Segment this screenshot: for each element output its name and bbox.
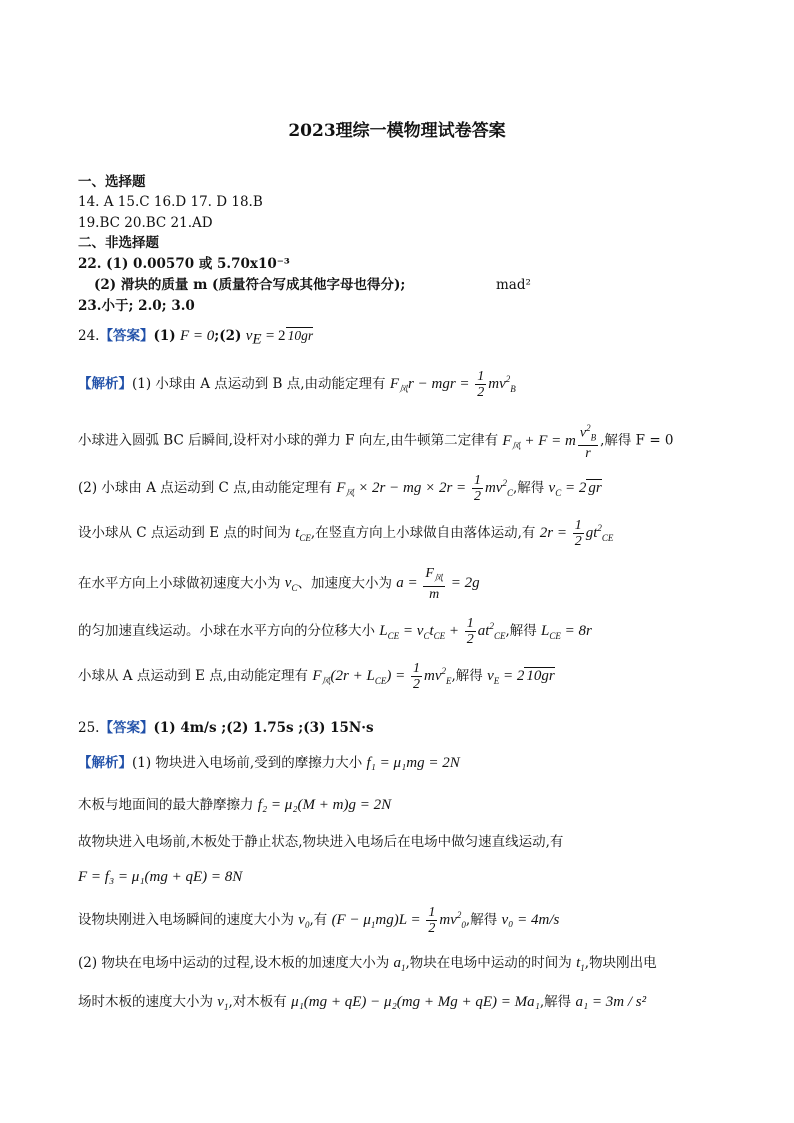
q24-p1-text: (1) 小球由 A 点运动到 B 点,由动能定理有 (132, 376, 386, 392)
q24-p5-text: 在水平方向上小球做初速度大小为 (78, 575, 281, 592)
q24-analysis-p3 (78, 473, 602, 504)
section-heading-nonchoice: 二、非选择题 (78, 235, 159, 251)
q24-answer-tag: 【答案】 (99, 328, 154, 344)
q25-analysis-p2 (78, 795, 391, 815)
q25-answer-tag: 【答案】 (99, 720, 154, 736)
q25-p7-result: a₁ = 3m / s² (575, 994, 647, 1010)
q25-p2-text: 木板与地面间的最大静摩擦力 (78, 797, 254, 813)
q25-analysis-p5 (78, 905, 559, 936)
page-title: 2023理综一模物理试卷答案 (288, 121, 506, 141)
q24-p4-equation: 2r = $\frac{1}{2}$ $gt^2_{CE}$ (539, 518, 614, 550)
q24-p2-text: 小球进入圆弧 BC 后瞬间,设杆对小球的弹力 F 向左,由牛顿第二定律有 (78, 432, 499, 449)
q25-answer-line (78, 718, 374, 738)
q25-p4-equation: F = f₃ = μ₁(mg + qE) = 8N (78, 869, 243, 885)
q24-answer-2-root: 10gr (287, 328, 314, 343)
q25-p5-equation: $(F - \mu_1mg)L$ = $\frac{1}{2}$ $mv^2_0$ (331, 905, 466, 937)
q25-p5-end: ,解得 (465, 912, 498, 928)
q24-p4-mid: ,在竖直方向上小球做自由落体运动,有 (310, 525, 536, 541)
q25-p7-equation: μ₁(mg + qE) − μ₂(mg + Mg + qE) = Ma₁ (291, 994, 540, 1010)
q24-p6-text: 的匀加速直线运动。小球在水平方向的分位移大小 (78, 623, 375, 639)
q25-p7-end: ,解得 (539, 994, 572, 1010)
q25-p6-a1: $a_1$ (393, 955, 406, 973)
q24-p6-equation: $L_{CE} = v_Ct_{CE}$ + $\frac{1}{2}$ $at^2_{CE}$ (379, 616, 506, 648)
q24-answer-2-label: ;(2) (214, 328, 242, 344)
q24-p3-result: $v_C = 2$ gr (548, 480, 602, 498)
q25-p5-v0: $v_0$ (298, 912, 310, 930)
q24-answer-1-value: F = 0 (179, 328, 215, 344)
q25-p7-mid: ,对木板有 (228, 994, 287, 1010)
q25-p1-text: (1) 物块进入电场前,受到的摩擦力大小 (132, 755, 363, 771)
q25-answer-values: (1) 4m/s ;(2) 1.75s ;(3) 15N·s (153, 720, 374, 736)
q25-p6-end: ,物块刚出电 (584, 955, 657, 971)
q24-p7-end: ,解得 (451, 668, 483, 684)
q25-analysis-p6 (78, 953, 657, 978)
q24-p2-equation: $F_风 + F = m$ $\frac{v^2_B}{r}$ (502, 423, 597, 462)
q24-answer-line (78, 326, 313, 350)
q24-p7-equation: $F_风(2r + L_{CE})$ = $\frac{1}{2}$ $mv^2_E$ (312, 661, 452, 693)
q25-number: 25. (78, 720, 100, 736)
q24-analysis-p5 (78, 566, 480, 602)
q25-analysis-p1 (78, 753, 460, 773)
q25-p7-text: 场时木板的速度大小为 (78, 994, 213, 1010)
q24-analysis-p4 (78, 518, 613, 549)
q24-p5-equation: a = $\frac{F_风}{m}$ = 2g (396, 566, 480, 602)
q25-p6-mid: ,物块在电场中运动的时间为 (405, 955, 572, 971)
q24-p3-equation: $F_风 \times 2r$ − mg × 2r = $\frac{1}{2}$ $mv^2_C$ (336, 473, 513, 505)
q24-p6-result: $L_{CE} = 8r$ (541, 623, 592, 641)
q24-answer-2-sub: E (252, 331, 262, 348)
q22-part2-expression: mad² (496, 277, 531, 293)
q24-p3-end: ,解得 (512, 480, 545, 496)
answers-row-1: 14. A 15.C 16.D 17. D 18.B (78, 194, 263, 210)
q24-answer-1-label: (1) (153, 328, 176, 344)
q24-analysis-p2 (78, 421, 674, 461)
section-heading-choice: 一、选择题 (78, 174, 146, 190)
q25-analysis-p7 (78, 992, 646, 1017)
q23-answer: 23.小于; 2.0; 3.0 (78, 298, 195, 314)
q24-answer-2-var: v (245, 328, 253, 344)
q24-p2-end: ,解得 F = 0 (600, 432, 674, 449)
q24-analysis-p7 (78, 661, 555, 692)
q24-p5-mid: 、加速度大小为 (297, 575, 392, 592)
q24-p7-text: 小球从 A 点运动到 E 点,由动能定理有 (78, 668, 309, 684)
q25-p6-text: (2) 物块在电场中运动的过程,设木板的加速度大小为 (78, 955, 390, 971)
q24-analysis-p1 (78, 369, 516, 400)
q25-p5-mid: ,有 (309, 912, 328, 928)
q22-part1: 22. (1) 0.00570 或 5.70x10⁻³ (78, 256, 290, 272)
q24-number: 24. (78, 328, 100, 344)
q24-p4-text: 设小球从 C 点运动到 E 点的时间为 (78, 525, 291, 541)
q25-p1-equation: f₁ = μ₁mg = 2N (366, 755, 460, 771)
q25-p5-result: v₀ = 4m/s (501, 912, 560, 928)
q24-p7-result: $v_E = 2$ 10gr (487, 668, 555, 686)
q25-analysis-tag: 【解析】 (78, 755, 132, 771)
q25-p6-t1: $t_1$ (576, 955, 585, 973)
q24-p1-equation: $F_风r$ − mgr = $\frac{1}{2}$ $mv^2_B$ (389, 369, 516, 401)
q24-analysis-tag: 【解析】 (78, 376, 132, 392)
answers-row-2: 19.BC 20.BC 21.AD (78, 215, 213, 231)
q24-p5-vc: $v_C$ (284, 575, 298, 594)
q22-part2: (2) 滑块的质量 m (质量符合写成其他字母也得分); (94, 277, 406, 293)
q25-p7-v1: $v_1$ (217, 994, 229, 1012)
q24-p6-end: ,解得 (505, 623, 537, 639)
q24-analysis-p6 (78, 616, 592, 647)
q25-analysis-p3: 故物块进入电场前,木板处于静止状态,物块进入电场后在电场中做匀速直线运动,有 (78, 834, 564, 850)
q24-p3-text: (2) 小球由 A 点运动到 C 点,由动能定理有 (78, 480, 332, 496)
q25-p2-equation: f₂ = μ₂(M + m)g = 2N (257, 797, 392, 813)
q24-answer-2-rhs: = 2 (265, 328, 286, 344)
q24-p4-tce: $t_{CE}$ (295, 525, 311, 543)
q25-analysis-p4 (78, 867, 242, 887)
q25-p5-text: 设物块刚进入电场瞬间的速度大小为 (78, 912, 294, 928)
